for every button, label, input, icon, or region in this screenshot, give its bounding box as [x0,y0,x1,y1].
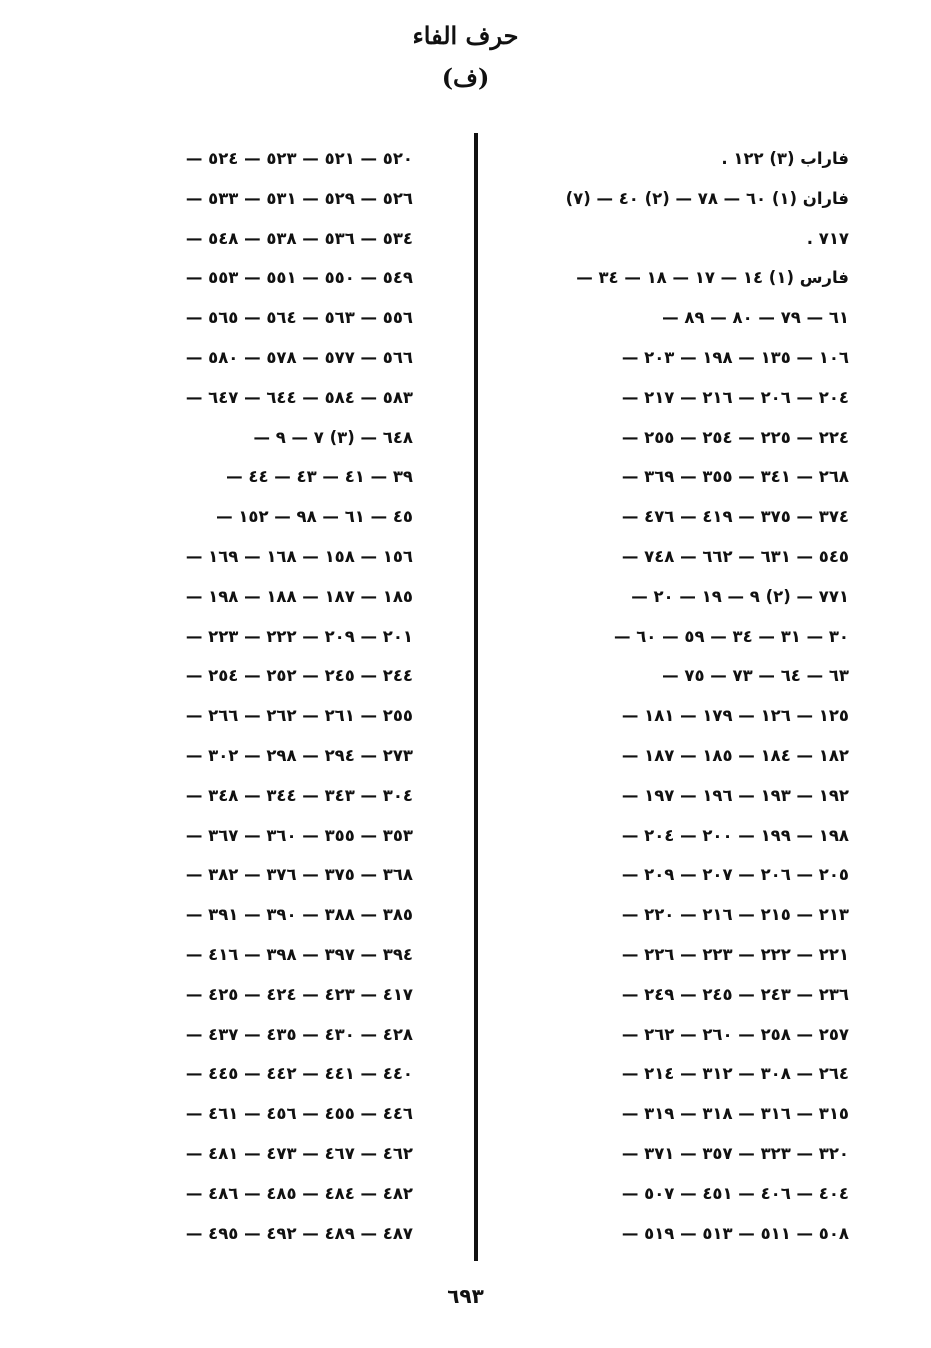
index-line: ٦٣ — ٦٤ — ٧٣ — ٧٥ — [662,666,849,686]
index-line: ٣٦٨ — ٣٧٥ — ٣٧٦ — ٣٨٢ — [185,865,413,885]
index-line: ٣٢٠ — ٣٢٣ — ٣٥٧ — ٣٧١ — [621,1143,849,1163]
index-line: ١٢٥ — ١٢٦ — ١٧٩ — ١٨١ — [621,706,849,726]
index-line: ٢١٣ — ٢١٥ — ٢١٦ — ٢٢٠ — [621,905,849,925]
index-line: ٦١ — ٧٩ — ٨٠ — ٨٩ — [662,308,849,328]
index-line: ٢٥٥ — ٢٦١ — ٢٦٢ — ٢٦٦ — [185,706,413,726]
index-line: ٥٤٥ — ٦٣١ — ٦٦٢ — ٧٤٨ — [621,546,849,566]
page-header [0,18,931,96]
index-line: ٣٠٤ — ٣٤٣ — ٣٤٤ — ٣٤٨ — [185,785,413,805]
index-line: ٥٠٨ — ٥١١ — ٥١٣ — ٥١٩ — [621,1223,849,1243]
index-line: ٣٥٣ — ٣٥٥ — ٣٦٠ — ٣٦٧ — [185,825,413,845]
index-line: فاراب (٣) ١٢٢ . [721,149,849,168]
index-line: ٢٠٥ — ٢٠٦ — ٢٠٧ — ٢٠٩ — [621,865,849,885]
index-line: ٥٢٠ — ٥٢١ — ٥٢٣ — ٥٢٤ — [185,149,413,168]
index-line: ٢٢٤ — ٢٢٥ — ٢٥٤ — ٢٥٥ — [621,427,849,447]
index-line: ٣٠ — ٣١ — ٣٤ — ٥٩ — ٦٠ — [613,626,849,646]
index-line: ٧١٧ . [806,228,849,248]
index-line: ٥٤٩ — ٥٥٠ — ٥٥١ — ٥٥٣ — [185,268,413,288]
index-line: ٤٤٠ — ٤٤١ — ٤٤٢ — ٤٤٥ — [185,1064,413,1084]
index-line: ٥٢٦ — ٥٢٩ — ٥٣١ — ٥٣٣ — [185,188,413,208]
index-line: ٢٢١ — ٢٢٢ — ٢٢٣ — ٢٢٦ — [621,944,849,964]
index-line: ٢٠١ — ٢٠٩ — ٢٢٢ — ٢٢٣ — [185,626,413,646]
index-line: ٢٠٤ — ٢٠٦ — ٢١٦ — ٢١٧ — [621,387,849,407]
index-line: ١٩٨ — ١٩٩ — ٢٠٠ — ٢٠٤ — [621,825,849,845]
section-letter: (ف) [441,63,490,92]
index-line: ٥٣٤ — ٥٣٦ — ٥٣٨ — ٥٤٨ — [185,228,413,248]
index-line: فاران (١) ٦٠ — ٧٨ — (٢) ٤٠ — (٧) [565,188,849,208]
index-line: ٢٧٣ — ٢٩٤ — ٢٩٨ — ٣٠٢ — [185,745,413,765]
index-line: ٤٠٤ — ٤٠٦ — ٤٥١ — ٥٠٧ — [621,1183,849,1203]
index-line: ١٨٥ — ١٨٧ — ١٨٨ — ١٩٨ — [185,586,413,606]
index-line: ٢٦٨ — ٣٤١ — ٣٥٥ — ٣٦٩ — [621,467,849,487]
index-line: ١٩٢ — ١٩٣ — ١٩٦ — ١٩٧ — [621,785,849,805]
index-line: ٣١٥ — ٣١٦ — ٣١٨ — ٣١٩ — [621,1104,849,1124]
page-number: ٦٩٣ [447,1284,484,1308]
index-line: ٢٤٤ — ٢٤٥ — ٢٥٢ — ٢٥٤ — [185,666,413,686]
section-title: حرف الفاء [412,21,519,50]
index-line: ٤٤٦ — ٤٥٥ — ٤٥٦ — ٤٦١ — [185,1104,413,1124]
index-line: ٣٩ — ٤١ — ٤٣ — ٤٤ — [226,467,413,487]
index-line: ٢٥٧ — ٢٥٨ — ٢٦٠ — ٢٦٢ — [621,1024,849,1044]
column-divider [474,133,478,1261]
index-line: ٤٨٢ — ٤٨٤ — ٤٨٥ — ٤٨٦ — [185,1183,413,1203]
index-line: ٢٣٦ — ٢٤٣ — ٢٤٥ — ٢٤٩ — [621,984,849,1004]
index-line: فارس (١) ١٤ — ١٧ — ١٨ — ٣٤ — [576,268,849,288]
index-line: ٤٨٧ — ٤٨٩ — ٤٩٢ — ٤٩٥ — [185,1223,413,1243]
index-column-right [499,139,849,1253]
index-line: ٤٥ — ٦١ — ٩٨ — ١٥٢ — [216,507,413,527]
index-line: ١٠٦ — ١٣٥ — ١٩٨ — ٢٠٣ — [621,347,849,367]
index-column-left [101,139,413,1253]
index-line: ١٨٢ — ١٨٤ — ١٨٥ — ١٨٧ — [621,745,849,765]
index-line: ٤١٧ — ٤٢٣ — ٤٢٤ — ٤٢٥ — [185,984,413,1004]
index-line: ٥٦٦ — ٥٧٧ — ٥٧٨ — ٥٨٠ — [185,347,413,367]
index-line: ٣٨٥ — ٣٨٨ — ٣٩٠ — ٣٩١ — [185,905,413,925]
index-line: ٥٨٣ — ٥٨٤ — ٦٤٤ — ٦٤٧ — [185,387,413,407]
index-line: ١٥٦ — ١٥٨ — ١٦٨ — ١٦٩ — [185,546,413,566]
index-line: ٧٧١ — (٢) ٩ — ١٩ — ٢٠ — [631,586,849,606]
index-line: ٤٦٢ — ٤٦٧ — ٤٧٣ — ٤٨١ — [185,1143,413,1163]
index-line: ٣٩٤ — ٣٩٧ — ٣٩٨ — ٤١٦ — [185,944,413,964]
index-line: ٥٥٦ — ٥٦٣ — ٥٦٤ — ٥٦٥ — [185,308,413,328]
index-line: ٦٤٨ — (٣) ٧ — ٩ — [253,427,413,447]
index-line: ٢٦٤ — ٣٠٨ — ٣١٢ — ٢١٤ — [621,1064,849,1084]
index-line: ٤٢٨ — ٤٣٠ — ٤٣٥ — ٤٣٧ — [185,1024,413,1044]
index-line: ٣٧٤ — ٣٧٥ — ٤١٩ — ٤٧٦ — [621,507,849,527]
